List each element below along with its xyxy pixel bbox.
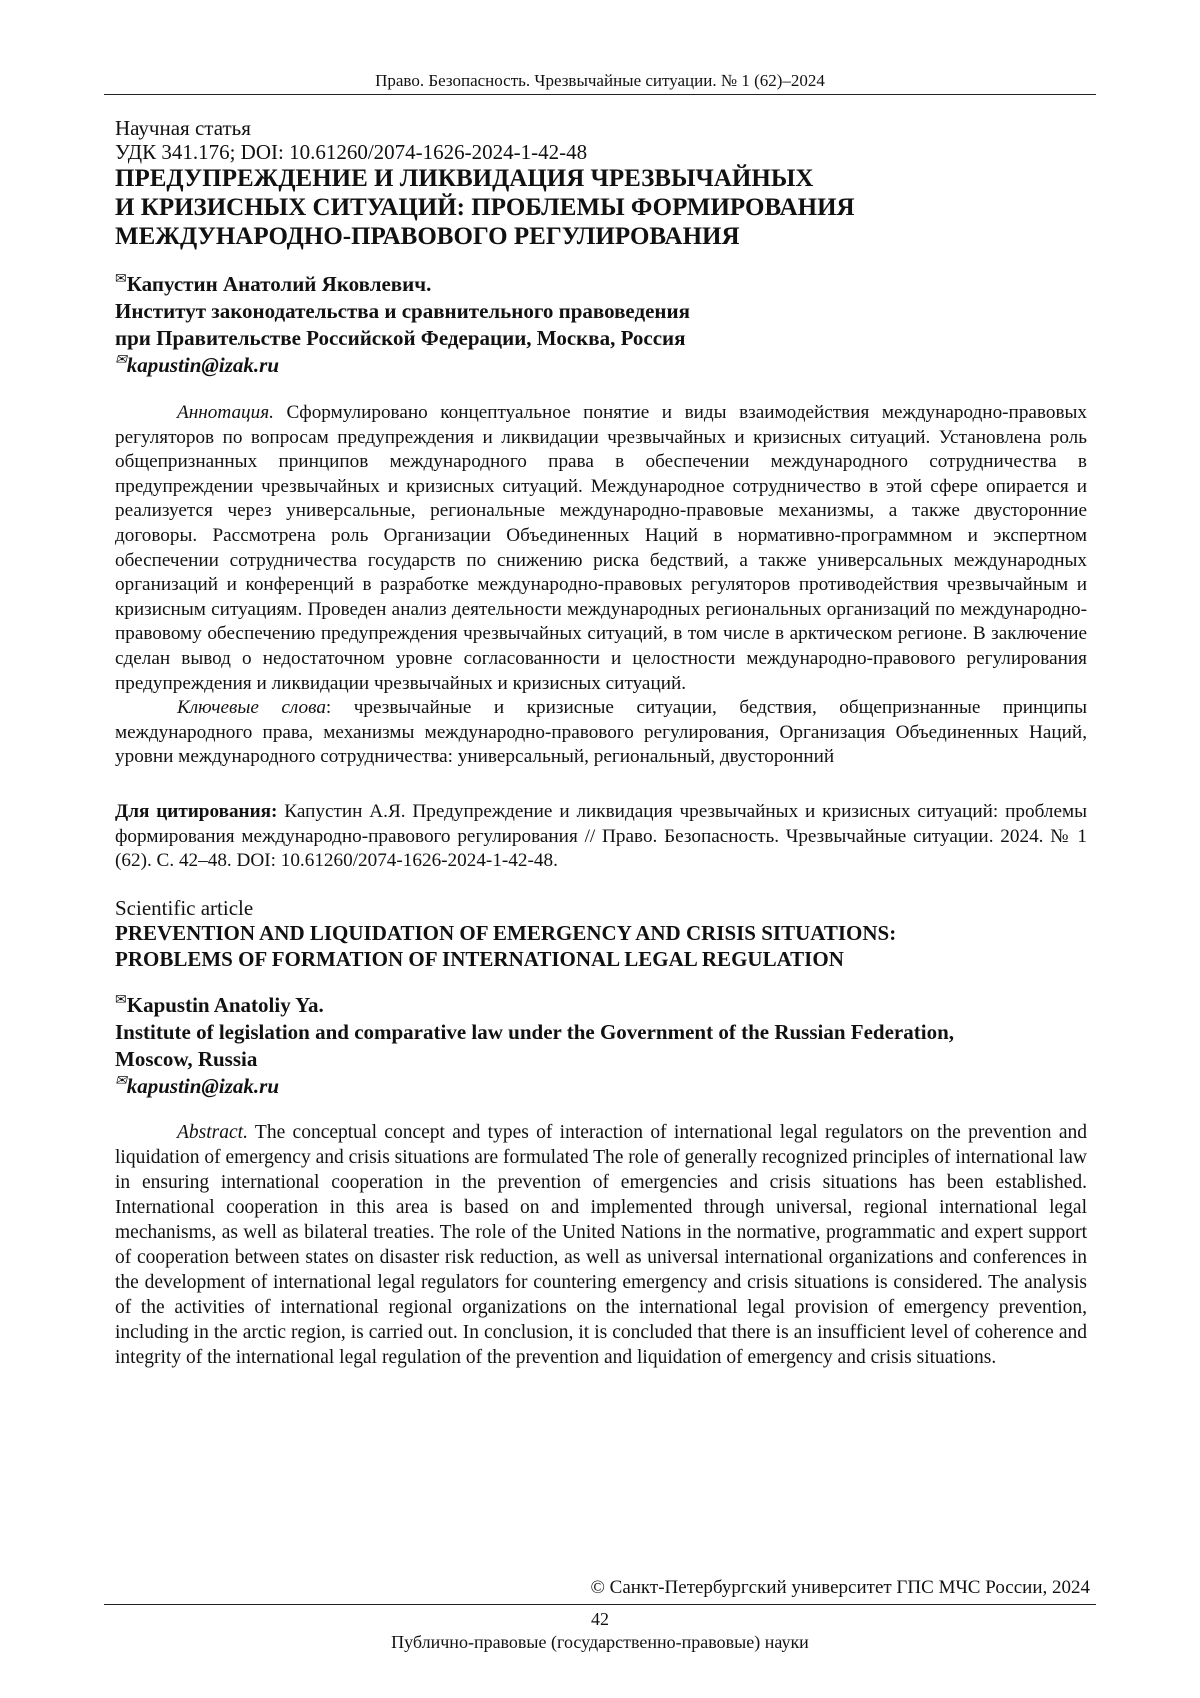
envelope-icon: ✉ [115,272,127,287]
author-ru [115,271,1087,298]
citation-text: Капустин А.Я. Предупреждение и ликвидация чрезвычайных и кризисных ситуаций: проблемы формирования международно-правового регулирования // Право. Безопасность. Чрезвычайные ситуации. 2024. № 1 (62). С. 42–48. DOI: 10.61260/2074-1626-2024-1-42-48. [115,800,1087,872]
copyright: © Санкт-Петербургский университет ГПС МЧС России, 2024 [590,1577,1090,1598]
email-en-row [115,1073,1087,1100]
author-block-en [115,992,1087,1100]
envelope-icon: ✉ [115,1073,127,1089]
abstract-text-en: The conceptual concept and types of interaction of international legal regulators on the prevention and liquidation of emergency and crisis situations are formulated The role of generally recognized principles of international law in ensuring international cooperation in the prevention of emergencies and crisis situations has been established. International cooperation in this area is based on and implemented through universal, regional international legal mechanisms, as well as bilateral treaties. The role of the United Nations in the normative, programmatic and expert support of cooperation between states on disaster risk reduction, as well as universal international organizations and conferences in the development of international legal regulators for countering emergency and crisis situations is considered. The analysis of the activities of international regional organizations on the international legal provision of emergency prevention, including in the arctic region, is carried out. In conclusion, it is concluded that there is an insufficient level of coherence and integrity of the international legal regulation of the prevention and liquidation of emergency and crisis situations. [115,1121,1087,1368]
author-name-ru: Капустин Анатолий Яковлевич. [126,272,432,296]
english-section [115,896,1087,1370]
email-ru-row [115,352,1087,379]
keywords-ru [115,696,1087,770]
email-link-en[interactable]: kapustin@izak.ru [126,1073,280,1098]
affiliation-ru-line-1: Институт законодательства и сравнительного правоведения [115,299,690,323]
title-en-line-1: PREVENTION AND LIQUIDATION OF EMERGENCY AND CRISIS SITUATIONS: [115,920,897,945]
title-ru-line-3: МЕЖДУНАРОДНО-ПРАВОВОГО РЕГУЛИРОВАНИЯ [115,223,740,250]
title-en [115,920,1087,972]
title-ru-line-2: И КРИЗИСНЫХ СИТУАЦИЙ: ПРОБЛЕМЫ ФОРМИРОВАНИЯ [115,194,855,221]
email-link-ru[interactable]: kapustin@izak.ru [126,353,280,377]
footer-section-name: Публично-правовые (государственно-правовые) науки [391,1632,809,1652]
article-type-ru: Научная статья [115,116,251,140]
footer-divider [104,1604,1096,1605]
title-ru-line-1: ПРЕДУПРЕЖДЕНИЕ И ЛИКВИДАЦИЯ ЧРЕЗВЫЧАЙНЫХ [115,165,814,192]
citation [115,800,1087,874]
title-ru [115,164,1087,251]
page-number: 42 [591,1609,609,1629]
abstract-label-ru: Аннотация. [177,402,274,423]
envelope-icon: ✉ [115,992,127,1008]
affiliation-en-line-1: Institute of legislation and comparative law under the Government of the Russian Federation, [115,1019,955,1044]
abstract-ru [115,401,1087,696]
article-content [115,116,1087,1370]
affiliation-en-line-2: Moscow, Russia [115,1046,258,1071]
author-block-ru [115,271,1087,379]
author-name-en: Kapustin Anatoliy Ya. [126,992,324,1017]
keywords-label-ru: Ключевые слова [177,697,326,719]
abstract-text-ru: Сформулировано концептуальное понятие и виды взаимодействия международно-правовых регуляторов по вопросам предупреждения и ликвидации чрезвычайных и кризисных ситуаций. Установлена роль общепризнанных принципов международного права в обеспечении международного сотрудничества в предупреждении чрезвычайных и кризисных ситуаций. Международное сотрудничество в этой сфере опирается и реализуется через универсальные, региональные международно-правовые механизмы, а также двусторонние договоры. Рассмотрена роль Организации Объединенных Наций в нормативно-программном и экспертном обеспечении сотрудничества государств по снижению риска бедствий, а также универсальных международных организаций и конференций в разработке международно-правовых регуляторов противодействия чрезвычайным и кризисным ситуациям. Проведен анализ деятельности международных региональных организаций по международно-правовому обеспечению предупреждения чрезвычайных ситуаций, в том числе в арктическом регионе. В заключение сделан вывод о недостаточном уровне согласованности и целостности международно-правового регулирования предупреждения и ликвидации чрезвычайных и кризисных ситуаций. [115,402,1087,694]
envelope-icon: ✉ [115,353,127,368]
udc-doi: УДК 341.176; DOI: 10.61260/2074-1626-2024-1-42-48 [115,140,588,164]
citation-label: Для цитирования: [115,800,278,822]
affiliation-ru-line-2: при Правительстве Российской Федерации, Москва, Россия [115,326,686,350]
author-en [115,992,1087,1019]
abstract-label-en: Abstract. [177,1121,248,1143]
title-en-line-2: PROBLEMS OF FORMATION OF INTERNATIONAL LEGAL REGULATION [115,946,844,971]
journal-running-header: Право. Безопасность. Чрезвычайные ситуации. № 1 (62)–2024 [104,70,1096,95]
article-type-en: Scientific article [115,895,254,920]
keywords-text-ru: : чрезвычайные и кризисные ситуации, бедствия, общепризнанные принципы международного права, механизмы международно-правового регулирования, Организация Объединенных Наций, уровни международного сотрудничества: универсальный, региональный, двусторонний [115,697,1087,768]
abstract-en [115,1120,1087,1370]
